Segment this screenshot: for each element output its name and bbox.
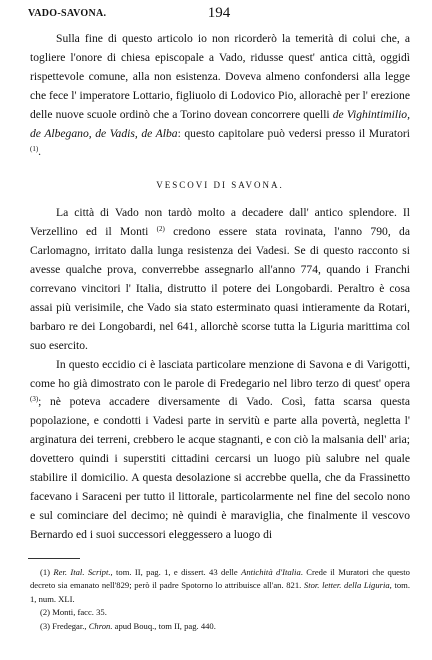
- footnote-1-mark: (1): [40, 567, 51, 577]
- footnote-rule: [28, 558, 80, 559]
- footnotes: [30, 566, 410, 633]
- section-title: VESCOVI DI SAVONA.: [156, 180, 284, 191]
- footnote-2-mark: (2): [40, 607, 51, 618]
- paragraph-2-text-2: credono essere stata rovinata, l'anno 790, da Carlomagno, irritato dalla lunga resistenza dei Vadesi. Se di questo racconto si avesse qualche prova, converrebbe assegnarlo all'anno 774, quando i Franchi correvano vincitori l' Italia, distrutto il potere dei Longobardi. Peraltro è cosa assai più verisimile, che Vado sia stato esterminato quasi intieramente da Rotari, barbaro re dei Longobardi, nel 641, allorchè scorse tutta la Liguria marittima col suo esercito.: [30, 225, 410, 352]
- page-header: [28, 5, 410, 26]
- footnote-1-text-1: , tom. II, pag. 1, e dissert. 43 delle: [110, 567, 242, 577]
- intro-paragraph: [30, 30, 410, 162]
- running-head: VADO-SAVONA.: [28, 8, 107, 19]
- footnote-1-text-3: , tom. 1, num. XLI.: [30, 580, 410, 604]
- footnote-2: [30, 606, 410, 619]
- paragraph-3-text-2: ; nè poteva accadere diversamente di Vado. Così, fatta scarsa questa popolazione, e condotti i Vadesi parte in servitù e parte alla povertà, negletta l' arginatura dei terreni, crebbero le acque stagnanti, e con ciò la malsania dell' aria; dovettero quindi i superstiti cittadini cercarsi un luogo più salubre nel quale stabilire il domicilio. A questa desolazione si accrebbe quella, che da Frassinetto facevano i Saraceni per tutto il littorale, particolarmente nel fine del secolo nono e sul cominciare del decimo; nè quindi è maraviglia, che finalmente il vescovo Bernardo ed i suoi successori eleggessero a luogo di: [30, 395, 410, 541]
- footnote-3-text-b: apud Bouq., tom II, pag. 440.: [112, 620, 216, 631]
- place-names: de Vighintimilio, de Albegano, de Vadis, de Alba: [30, 107, 410, 140]
- page-number: 194: [207, 5, 231, 21]
- footnote-2-text: Monti, facc. 35.: [52, 607, 107, 618]
- footnote-3-text-a: Fredegar.,: [52, 620, 89, 631]
- footnote-3-title: Chron.: [88, 620, 113, 631]
- footnote-1-title-2: Antichità d'Italia: [241, 567, 301, 577]
- footnote-1-source: Rer. Ital. Script.: [53, 567, 111, 577]
- footnote-3: [30, 620, 410, 633]
- paragraph-2-text-1: La città di Vado non tardò molto a decadere dall' antico splendore. Il Verzellino ed il Monti: [30, 206, 410, 239]
- paragraph-3-text-1: In questo eccidio ci è lasciata particolare menzione di Savona e di Varigotti, come ho già dimostrato con le parole di Fredegario nel libro terzo di quest' opera: [30, 357, 410, 390]
- body-text: [30, 30, 410, 545]
- paragraph-3: [30, 356, 410, 545]
- footnote-3-mark: (3): [40, 620, 51, 631]
- note-ref-3: (3): [30, 395, 39, 404]
- note-ref-2: (2): [156, 225, 165, 234]
- footnote-1: [30, 566, 410, 606]
- intro-text-1: Sulla fine di questo articolo io non ricorderò la temerità di colui che, a togliere l'onore di chiesa episcopale a Vado, ridusse quest' antica città, oggidì rispettevole comune, alla non esistenza. Doveva almeno confondersi alla legge che fece l' imperatore Lottario, figliuolo di Lodovico Pio, allorachè per l' erezione delle nuove scuole ordinò che a Torino dovean concorrere quelli: [30, 32, 410, 121]
- footnote-1-title-3: Stor. letter. della Liguria: [303, 580, 390, 591]
- intro-text-3: .: [38, 145, 42, 159]
- note-ref-1: (1): [30, 145, 39, 154]
- intro-text-2: : questo capitolare può vedersi presso il Muratori: [177, 126, 410, 140]
- paragraph-2: [30, 204, 410, 355]
- footnote-1-text-2: . Crede il Muratori che questo decreto sia emanato nell'829; però il padre Spotorno lo attribuisce all'an. 821.: [30, 567, 410, 591]
